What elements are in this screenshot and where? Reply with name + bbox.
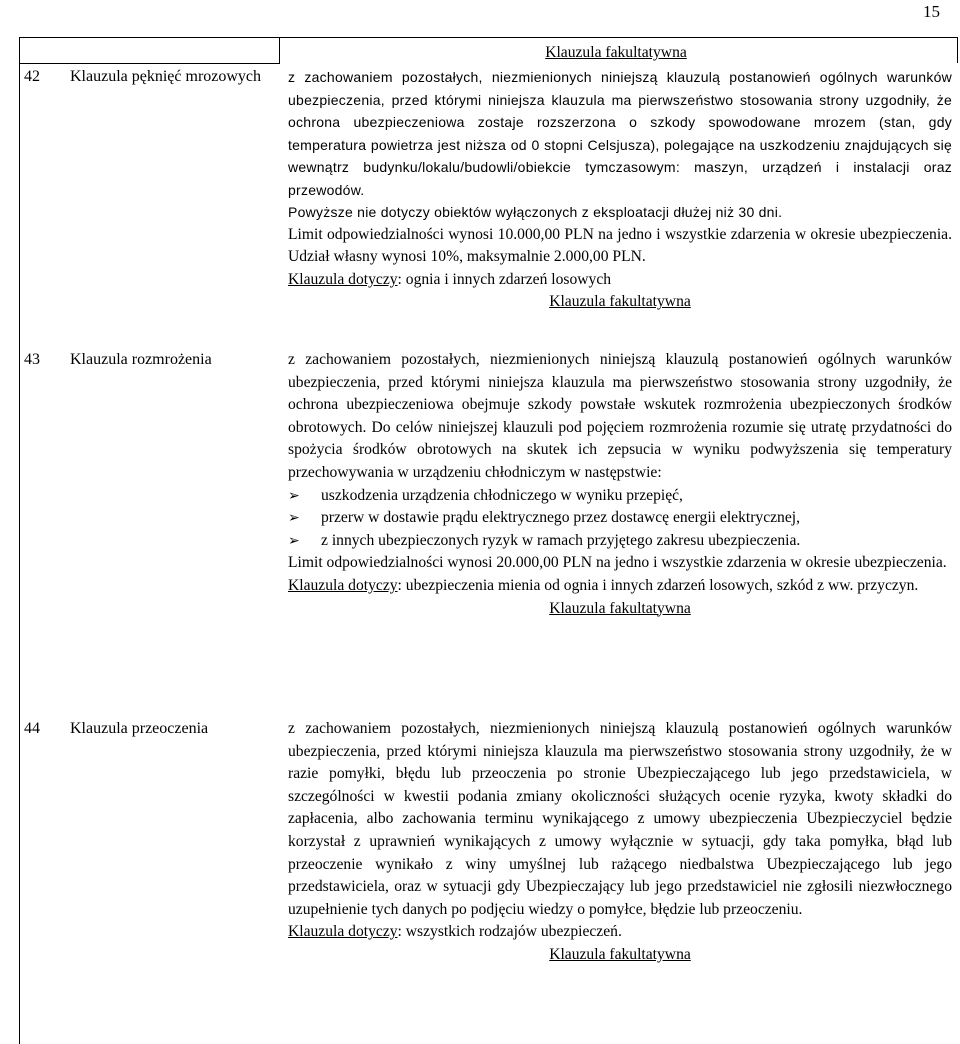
clauses-table [19, 37, 958, 1044]
clause-limit: Limit odpowiedzialności wynosi 20.000,00 PLN na jedno i wszystkie zdarzenia w okresie ubezpieczenia. [288, 554, 947, 572]
arrow-right-icon: ➢ [288, 487, 300, 504]
clause-title: Klauzula rozmrożenia [70, 351, 212, 368]
clause-body: z zachowaniem pozostałych, niezmienionych niniejszą klauzulą postanowień ogólnych warunków ubezpieczenia, przed którymi niniejsza klauzula ma pierwszeństwo stosowania strony uzgodniły, że ochrona ubezpieczeniowa zostaje rozszerzona o szkody spowodowane mrozem (stan, gdy temperatura powietrza jest niższa od 0 stopni Celsjusza), polegające na uszkodzeniu znajdujących się wewnątrz budynku/lokalu/budowli/obiekcie tymczasowym: maszyn, urządzeń i instalacji oraz przewodów. [288, 69, 952, 198]
applies-label: Klauzula dotyczy [288, 576, 398, 594]
header-blank-cell [20, 38, 280, 64]
clause-number: 44 [24, 720, 40, 737]
bullet-list [288, 485, 952, 553]
arrow-right-icon: ➢ [288, 510, 300, 527]
applies-text: : ubezpieczenia mienia od ognia i innych zdarzeń losowych, szkód z ww. przyczyn. [397, 576, 919, 594]
applies-label: Klauzula dotyczy [288, 270, 398, 288]
clause-content [288, 718, 952, 967]
list-item: ➢ uszkodzenia urządzenia chłodniczego w wyniku przepięć, [288, 485, 952, 508]
clause-body: z zachowaniem pozostałych, niezmienionych niniejszą klauzulą postanowień ogólnych warunków ubezpieczenia, przed którymi niniejsza klauzula ma pierwszeństwo stosowania strony uzgodniły, że w razie pomyłki, błędu lub przeoczenia po stronie Ubezpieczającego lub jego przedstawiciela, w szczególności w kwestii podania zmiany okoliczności służących ocenie ryzyka, kwoty składki do zapłacenia, albo zachowania terminu wynikającego z umowy ubezpieczenia Ubezpieczyciel będzie korzystał z uprawnień wynikających z umowy wyłącznie w sytuacji, gdy taka pomyłka, błąd lub przeoczenie wynikało z winy umyślnej lub rażącego niedbalstwa Ubezpieczającego lub jego przedstawiciela, oraz w sytuacji gdy Ubezpieczający lub jego przedstawiciel nie zgłosili niezwłocznego uzupełnienie tych danych po podjęciu wiedzy o pomyłce, błędzie lub przeoczeniu. [288, 720, 952, 918]
clause-number: 43 [24, 351, 40, 368]
clause-content [288, 349, 952, 620]
clause-limit: Limit odpowiedzialności wynosi 10.000,00 PLN na jedno i wszystkie zdarzenia w okresie ubezpieczenia. Udział własny wynosi 10%, maksymalnie 2.000,00 PLN. [288, 225, 952, 266]
optional-clause-label: Klauzula fakultatywna [545, 44, 687, 61]
clause-applies [288, 269, 952, 292]
optional-clause-label: Klauzula fakultatywna [549, 293, 691, 311]
clause-applies [288, 921, 952, 944]
clause-number: 42 [24, 68, 40, 85]
list-item: ➢ z innych ubezpieczonych ryzyk w ramach przyjętego zakresu ubezpieczenia. [288, 530, 952, 553]
list-item: ➢ przerw w dostawie prądu elektrycznego przez dostawcę energii elektrycznej, [288, 507, 952, 530]
applies-label: Klauzula dotyczy [288, 923, 398, 941]
clause-title: Klauzula przeoczenia [70, 720, 209, 737]
clause-exclusion: Powyższe nie dotyczy obiektów wyłączonych z eksploatacji dłużej niż 30 dni. [288, 204, 783, 220]
header-label-cell [284, 42, 948, 65]
arrow-right-icon: ➢ [288, 532, 300, 549]
optional-clause-label: Klauzula fakultatywna [549, 599, 691, 617]
optional-clause-label: Klauzula fakultatywna [549, 945, 691, 963]
applies-text: : wszystkich rodzajów ubezpieczeń. [397, 923, 622, 941]
clause-title: Klauzula pęknięć mrozowych [70, 68, 262, 85]
page-number: 15 [923, 2, 940, 21]
clause-content [288, 66, 952, 314]
clause-body: z zachowaniem pozostałych, niezmienionych niniejszą klauzulą postanowień ogólnych warunków ubezpieczenia, przed którymi niniejsza klauzula ma pierwszeństwo stosowania strony uzgodniły, że ochrona ubezpieczeniowa obejmuje szkody powstałe wskutek rozmrożenia ubezpieczonych środków obrotowych. Do celów niniejszej klauzuli pod pojęciem rozmrożenia rozumie się utratę przydatności do spożycia środków obrotowych na skutek ich zepsucia w wyniku podwyższenia się temperatury przechowywania w urządzeniu chłodniczym w następstwie: [288, 351, 952, 481]
clause-applies [288, 575, 952, 598]
header-right-border [957, 38, 958, 63]
applies-text: : ognia i innych zdarzeń losowych [397, 270, 612, 288]
